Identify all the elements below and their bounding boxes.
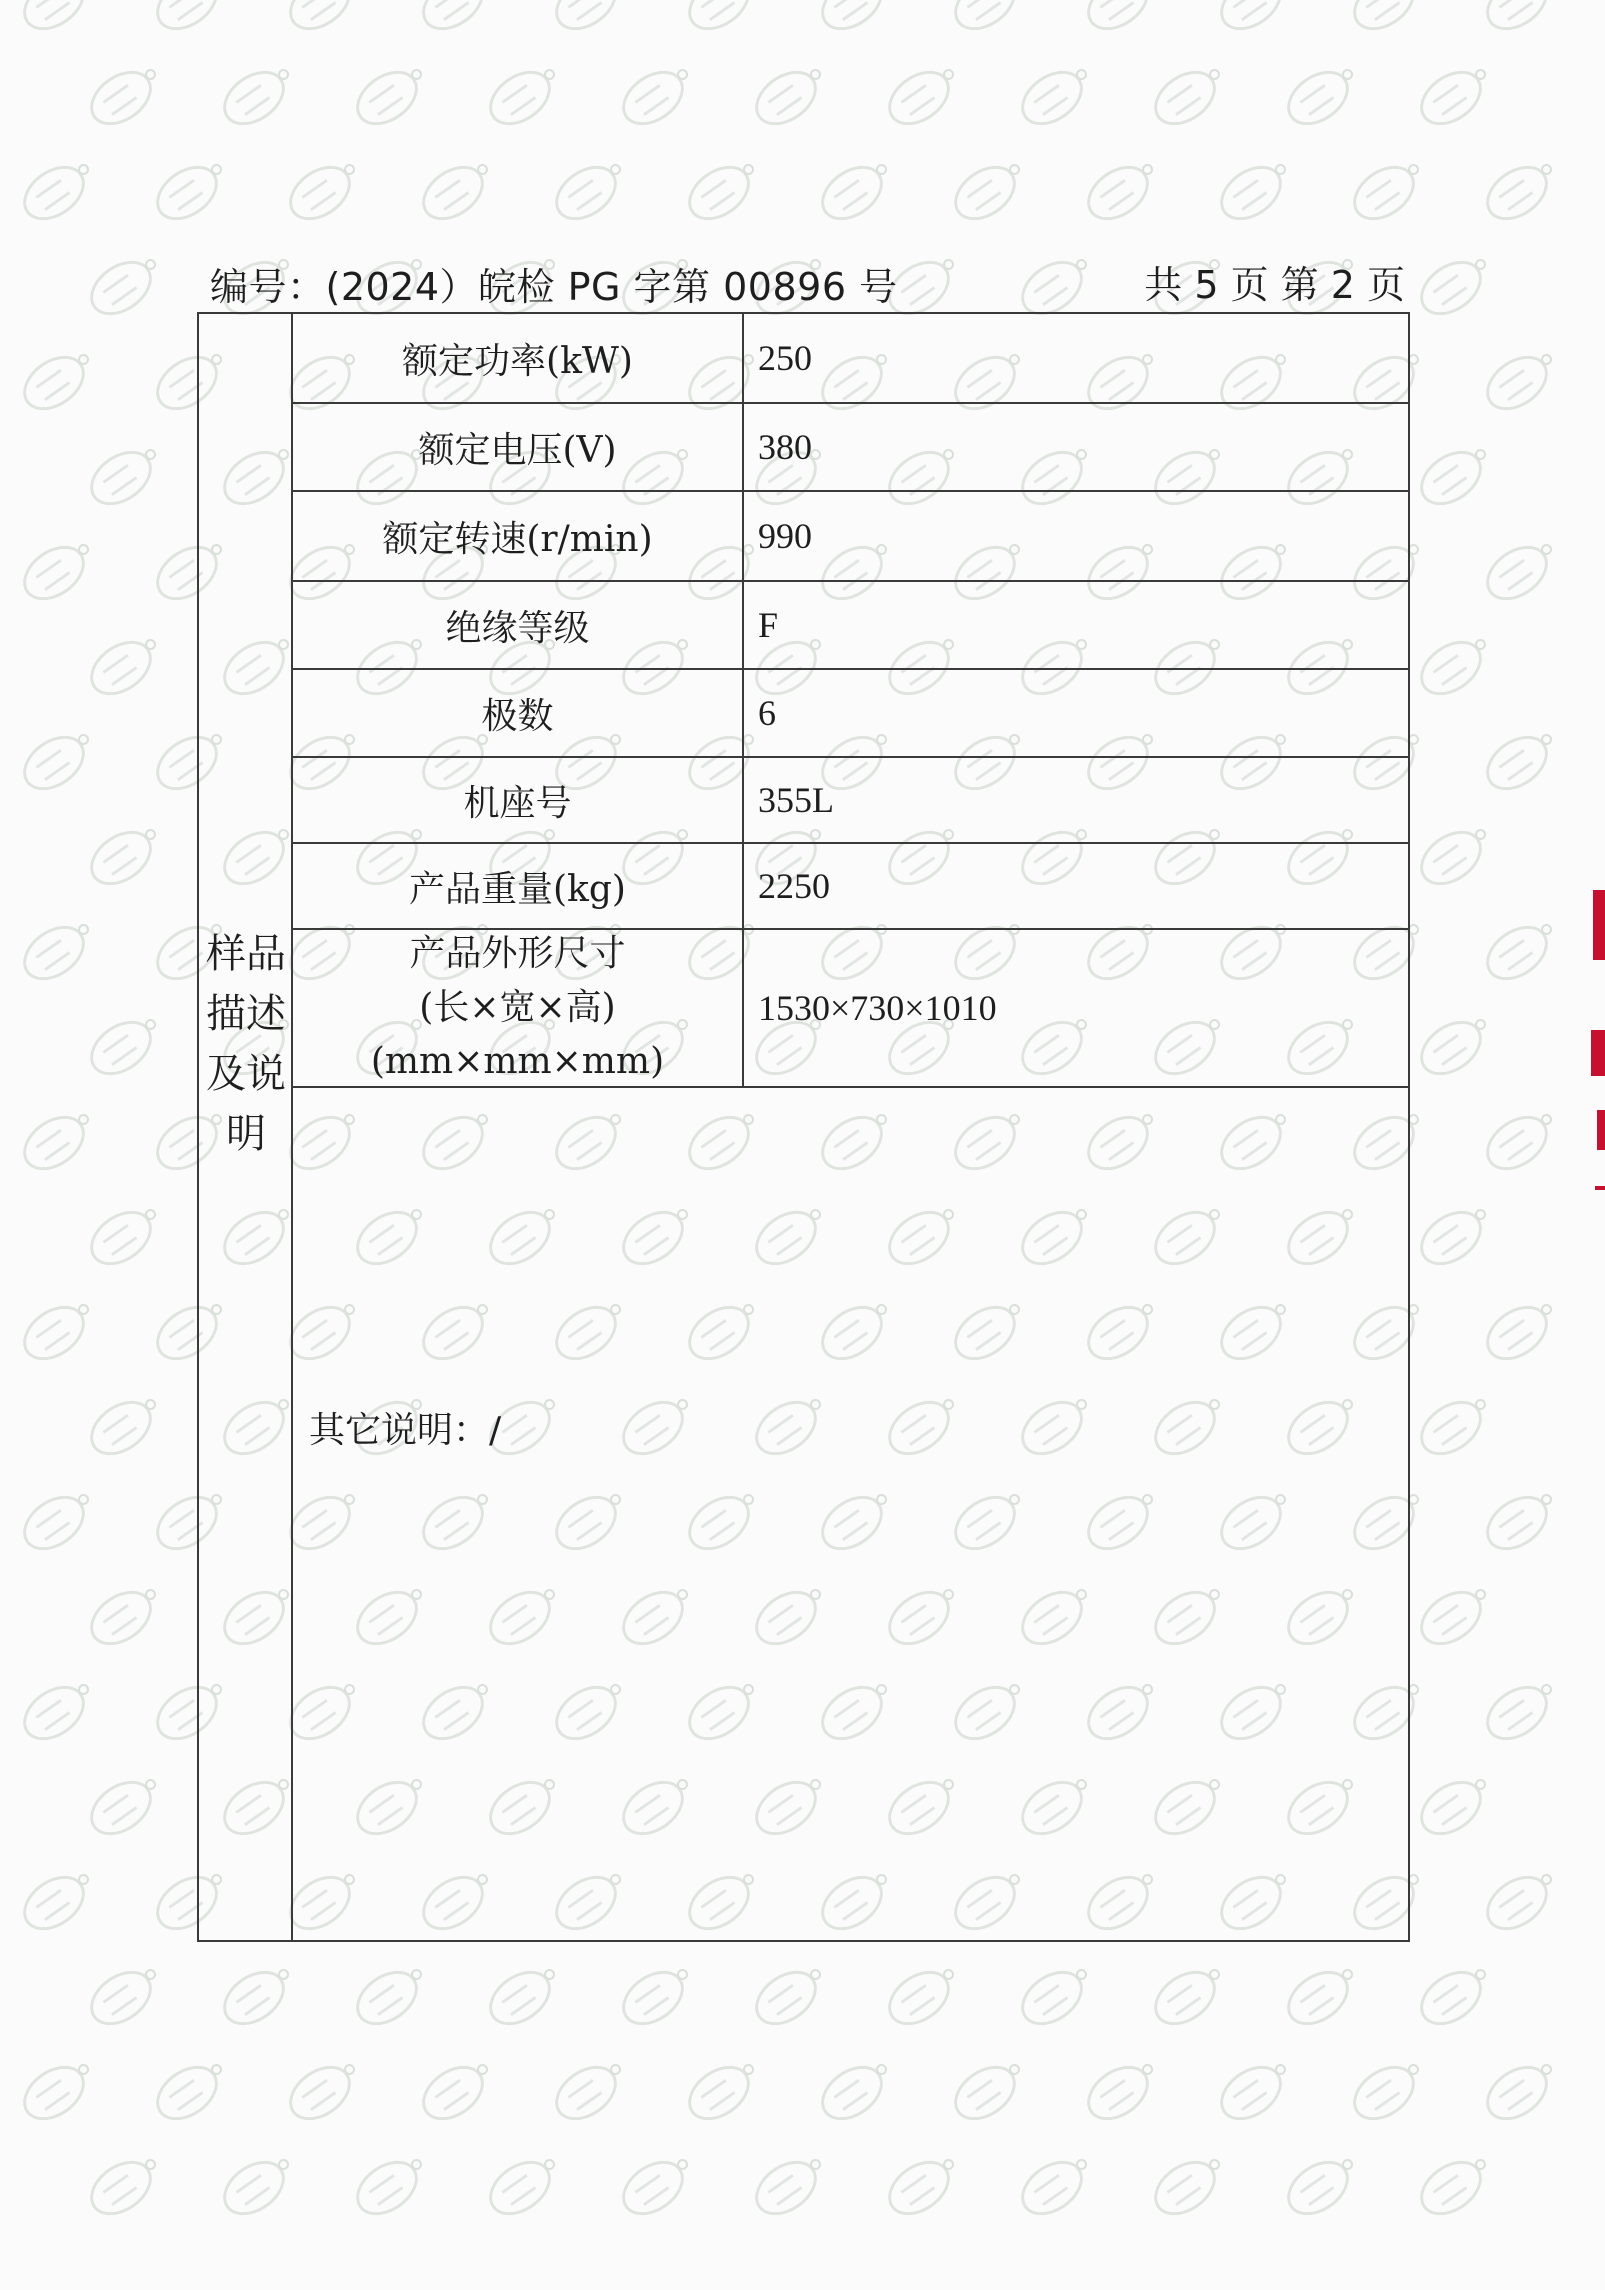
watermark-mark <box>810 69 821 80</box>
section-title-column <box>199 314 293 1940</box>
watermark-logo <box>1276 2150 1358 2227</box>
dimension-label-line: (mm×mm×mm) <box>370 1041 665 1082</box>
watermark-logo <box>1476 345 1558 422</box>
watermark-logo <box>13 1675 95 1752</box>
watermark-logo <box>611 2150 693 2227</box>
watermark-logo <box>412 0 494 41</box>
watermark-logo <box>1276 1960 1358 2037</box>
watermark-mark <box>1275 2064 1286 2075</box>
watermark-mark <box>1541 1304 1552 1315</box>
watermark-mark <box>1342 69 1353 80</box>
watermark-logo <box>1010 60 1092 137</box>
watermark-mark <box>1408 2064 1419 2075</box>
watermark-mark <box>876 164 887 175</box>
watermark-logo <box>1409 1010 1491 1087</box>
watermark-mark <box>1475 1779 1486 1790</box>
watermark-logo <box>79 2150 161 2227</box>
watermark-logo <box>1476 535 1558 612</box>
watermark-logo <box>1343 155 1425 232</box>
seal-fragment <box>1591 1030 1605 1076</box>
table-row <box>293 582 1408 670</box>
watermark-logo <box>345 60 427 137</box>
watermark-logo <box>1409 630 1491 707</box>
watermark-logo <box>279 0 361 41</box>
watermark-mark <box>1475 2159 1486 2170</box>
watermark-logo <box>13 1485 95 1562</box>
watermark-logo <box>1476 155 1558 232</box>
watermark-mark <box>78 544 89 555</box>
watermark-mark <box>145 449 156 460</box>
watermark-mark <box>610 2064 621 2075</box>
watermark-mark <box>477 164 488 175</box>
watermark-logo <box>79 1580 161 1657</box>
watermark-mark <box>78 1684 89 1695</box>
watermark-logo <box>1476 1865 1558 1942</box>
watermark-logo <box>1077 155 1159 232</box>
watermark-logo <box>1210 0 1292 41</box>
seal-fragment <box>1595 1186 1605 1190</box>
watermark-logo <box>279 155 361 232</box>
watermark-mark <box>278 69 289 80</box>
watermark-logo <box>1476 2055 1558 2132</box>
watermark-mark <box>411 1969 422 1980</box>
seal-fragment <box>1593 890 1605 960</box>
table-row-dimensions <box>293 930 1408 1088</box>
row-label: 产品重量(kg) <box>293 844 744 928</box>
watermark-mark <box>78 1304 89 1315</box>
watermark-logo <box>279 2055 361 2132</box>
section-title: 样品描述及说明 <box>206 931 286 1157</box>
watermark-logo <box>1476 1105 1558 1182</box>
watermark-mark <box>1076 2159 1087 2170</box>
watermark-logo <box>877 1960 959 2037</box>
watermark-logo <box>1077 0 1159 41</box>
dimension-value: 1530×730×1010 <box>758 988 997 1028</box>
watermark-mark <box>1209 69 1220 80</box>
watermark-mark <box>1541 544 1552 555</box>
watermark-logo <box>1476 0 1558 41</box>
watermark-logo <box>146 155 228 232</box>
watermark-mark <box>344 2064 355 2075</box>
watermark-logo <box>79 1200 161 1277</box>
watermark-mark <box>411 2159 422 2170</box>
watermark-logo <box>79 1960 161 2037</box>
watermark-logo <box>212 1960 294 2037</box>
dimension-label-line: (长×宽×高) <box>419 987 616 1028</box>
watermark-logo <box>412 155 494 232</box>
watermark-mark <box>943 69 954 80</box>
watermark-mark <box>943 2159 954 2170</box>
watermark-mark <box>1475 449 1486 460</box>
watermark-mark <box>211 2064 222 2075</box>
watermark-logo <box>13 345 95 422</box>
table-row <box>293 844 1408 930</box>
row-value: 2250 <box>758 866 830 906</box>
watermark-logo <box>678 0 760 41</box>
other-notes: 其它说明：/ <box>309 1410 502 1451</box>
watermark-logo <box>478 60 560 137</box>
watermark-mark <box>1541 2064 1552 2075</box>
watermark-logo <box>1409 1960 1491 2037</box>
watermark-logo <box>545 155 627 232</box>
watermark-mark <box>411 69 422 80</box>
watermark-mark <box>78 354 89 365</box>
row-value: 990 <box>758 516 812 556</box>
watermark-mark <box>78 2064 89 2075</box>
watermark-logo <box>1276 60 1358 137</box>
watermark-mark <box>943 259 954 270</box>
watermark-mark <box>743 164 754 175</box>
watermark-mark <box>477 2064 488 2075</box>
watermark-mark <box>78 734 89 745</box>
watermark-mark <box>743 2064 754 2075</box>
watermark-logo <box>744 1960 826 2037</box>
watermark-mark <box>211 164 222 175</box>
watermark-logo <box>1409 1390 1491 1467</box>
table-row <box>293 492 1408 582</box>
watermark-logo <box>1476 1295 1558 1372</box>
watermark-logo <box>79 1770 161 1847</box>
watermark-logo <box>744 60 826 137</box>
watermark-logo <box>146 2055 228 2132</box>
watermark-mark <box>145 1589 156 1600</box>
watermark-logo <box>1077 2055 1159 2132</box>
row-label: 额定转速(r/min) <box>293 492 744 580</box>
row-label: 额定电压(V) <box>293 404 744 490</box>
watermark-logo <box>79 1010 161 1087</box>
watermark-logo <box>1409 1770 1491 1847</box>
watermark-mark <box>145 1779 156 1790</box>
watermark-mark <box>1475 1209 1486 1220</box>
watermark-mark <box>1541 1684 1552 1695</box>
watermark-mark <box>943 1969 954 1980</box>
dimension-label-line: 产品外形尺寸 <box>409 933 626 974</box>
watermark-logo <box>1409 250 1491 327</box>
table-row <box>293 758 1408 844</box>
row-value: 250 <box>758 338 812 378</box>
watermark-mark <box>1541 924 1552 935</box>
watermark-logo <box>811 0 893 41</box>
watermark-logo <box>944 2055 1026 2132</box>
watermark-mark <box>1009 2064 1020 2075</box>
watermark-logo <box>811 155 893 232</box>
watermark-mark <box>145 259 156 270</box>
watermark-mark <box>78 924 89 935</box>
watermark-mark <box>1408 164 1419 175</box>
watermark-mark <box>544 2159 555 2170</box>
watermark-logo <box>1476 915 1558 992</box>
watermark-mark <box>145 2159 156 2170</box>
watermark-mark <box>1275 164 1286 175</box>
watermark-logo <box>146 0 228 41</box>
watermark-mark <box>278 1969 289 1980</box>
watermark-mark <box>145 829 156 840</box>
watermark-logo <box>1409 440 1491 517</box>
watermark-mark <box>1475 1019 1486 1030</box>
watermark-mark <box>1209 1969 1220 1980</box>
watermark-mark <box>610 164 621 175</box>
watermark-logo <box>478 2150 560 2227</box>
watermark-logo <box>79 60 161 137</box>
row-value: 6 <box>758 693 776 733</box>
watermark-logo <box>611 1960 693 2037</box>
watermark-mark <box>1541 354 1552 365</box>
watermark-mark <box>677 2159 688 2170</box>
watermark-logo <box>13 1865 95 1942</box>
watermark-logo <box>345 2150 427 2227</box>
watermark-mark <box>78 1874 89 1885</box>
watermark-logo <box>1476 1485 1558 1562</box>
watermark-mark <box>1541 1874 1552 1885</box>
watermark-logo <box>13 155 95 232</box>
row-label: 额定功率(kW) <box>293 314 744 402</box>
watermark-mark <box>677 69 688 80</box>
watermark-mark <box>145 1209 156 1220</box>
watermark-logo <box>79 630 161 707</box>
watermark-logo <box>545 2055 627 2132</box>
watermark-logo <box>944 155 1026 232</box>
watermark-mark <box>145 1019 156 1030</box>
watermark-logo <box>678 2055 760 2132</box>
watermark-logo <box>1143 1960 1225 2037</box>
watermark-logo <box>1409 60 1491 137</box>
watermark-mark <box>1475 639 1486 650</box>
watermark-logo <box>1409 820 1491 897</box>
watermark-logo <box>1409 2150 1491 2227</box>
watermark-logo <box>545 0 627 41</box>
watermark-logo <box>13 1105 95 1182</box>
watermark-logo <box>79 440 161 517</box>
watermark-mark <box>1475 69 1486 80</box>
watermark-logo <box>79 1390 161 1467</box>
table-row <box>293 404 1408 492</box>
watermark-mark <box>1475 829 1486 840</box>
watermark-mark <box>1541 1494 1552 1505</box>
watermark-mark <box>544 1969 555 1980</box>
watermark-logo <box>944 0 1026 41</box>
watermark-mark <box>78 164 89 175</box>
watermark-logo <box>212 2150 294 2227</box>
watermark-logo <box>678 155 760 232</box>
row-label: 极数 <box>293 670 744 756</box>
watermark-mark <box>145 69 156 80</box>
watermark-logo <box>1409 1580 1491 1657</box>
watermark-mark <box>78 1114 89 1125</box>
row-value: 355L <box>758 780 834 820</box>
watermark-logo <box>611 60 693 137</box>
watermark-logo <box>1143 2150 1225 2227</box>
dimension-label <box>293 930 744 1086</box>
watermark-logo <box>1409 1200 1491 1277</box>
row-value: F <box>758 605 779 645</box>
watermark-mark <box>810 2159 821 2170</box>
watermark-logo <box>744 2150 826 2227</box>
watermark-mark <box>278 2159 289 2170</box>
seal-fragment <box>1597 1110 1605 1150</box>
watermark-mark <box>145 1399 156 1410</box>
watermark-logo <box>1476 1675 1558 1752</box>
watermark-logo <box>79 250 161 327</box>
watermark-logo <box>13 725 95 802</box>
row-value: 380 <box>758 427 812 467</box>
row-label: 机座号 <box>293 758 744 842</box>
row-label: 绝缘等级 <box>293 582 744 668</box>
watermark-logo <box>345 1960 427 2037</box>
watermark-logo <box>1343 0 1425 41</box>
watermark-mark <box>1142 164 1153 175</box>
watermark-logo <box>13 1295 95 1372</box>
watermark-mark <box>1475 259 1486 270</box>
watermark-logo <box>13 0 95 41</box>
page-info: 共 5 页 第 2 页 <box>1144 263 1405 307</box>
watermark-logo <box>1210 155 1292 232</box>
watermark-mark <box>1541 164 1552 175</box>
watermark-mark <box>1076 69 1087 80</box>
watermark-logo <box>877 2150 959 2227</box>
watermark-logo <box>1010 2150 1092 2227</box>
watermark-mark <box>145 1969 156 1980</box>
watermark-mark <box>1475 1969 1486 1980</box>
watermark-logo <box>478 1960 560 2037</box>
watermark-mark <box>1475 1589 1486 1600</box>
watermark-mark <box>344 164 355 175</box>
watermark-mark <box>1142 2064 1153 2075</box>
watermark-logo <box>13 915 95 992</box>
watermark-logo <box>412 2055 494 2132</box>
watermark-logo <box>811 2055 893 2132</box>
watermark-logo <box>1143 60 1225 137</box>
watermark-mark <box>1209 2159 1220 2170</box>
watermark-mark <box>1541 1114 1552 1125</box>
watermark-mark <box>1076 1969 1087 1980</box>
watermark-logo <box>1210 2055 1292 2132</box>
watermark-mark <box>677 1969 688 1980</box>
watermark-logo <box>1343 2055 1425 2132</box>
sample-description-table <box>197 312 1410 1942</box>
watermark-mark <box>1342 1969 1353 1980</box>
watermark-mark <box>1009 164 1020 175</box>
watermark-logo <box>1476 725 1558 802</box>
watermark-mark <box>145 639 156 650</box>
watermark-mark <box>1475 1399 1486 1410</box>
watermark-mark <box>1076 259 1087 270</box>
watermark-mark <box>810 1969 821 1980</box>
watermark-mark <box>876 2064 887 2075</box>
watermark-mark <box>544 69 555 80</box>
watermark-logo <box>13 2055 95 2132</box>
watermark-logo <box>212 60 294 137</box>
watermark-logo <box>79 820 161 897</box>
report-number: 编号：(2024）皖检 PG 字第 00896 号 <box>210 265 898 309</box>
watermark-logo <box>1010 1960 1092 2037</box>
watermark-mark <box>78 1494 89 1505</box>
watermark-logo <box>13 535 95 612</box>
watermark-logo <box>877 60 959 137</box>
table-row <box>293 670 1408 758</box>
table-row <box>293 314 1408 404</box>
watermark-mark <box>1541 734 1552 745</box>
watermark-mark <box>1342 2159 1353 2170</box>
